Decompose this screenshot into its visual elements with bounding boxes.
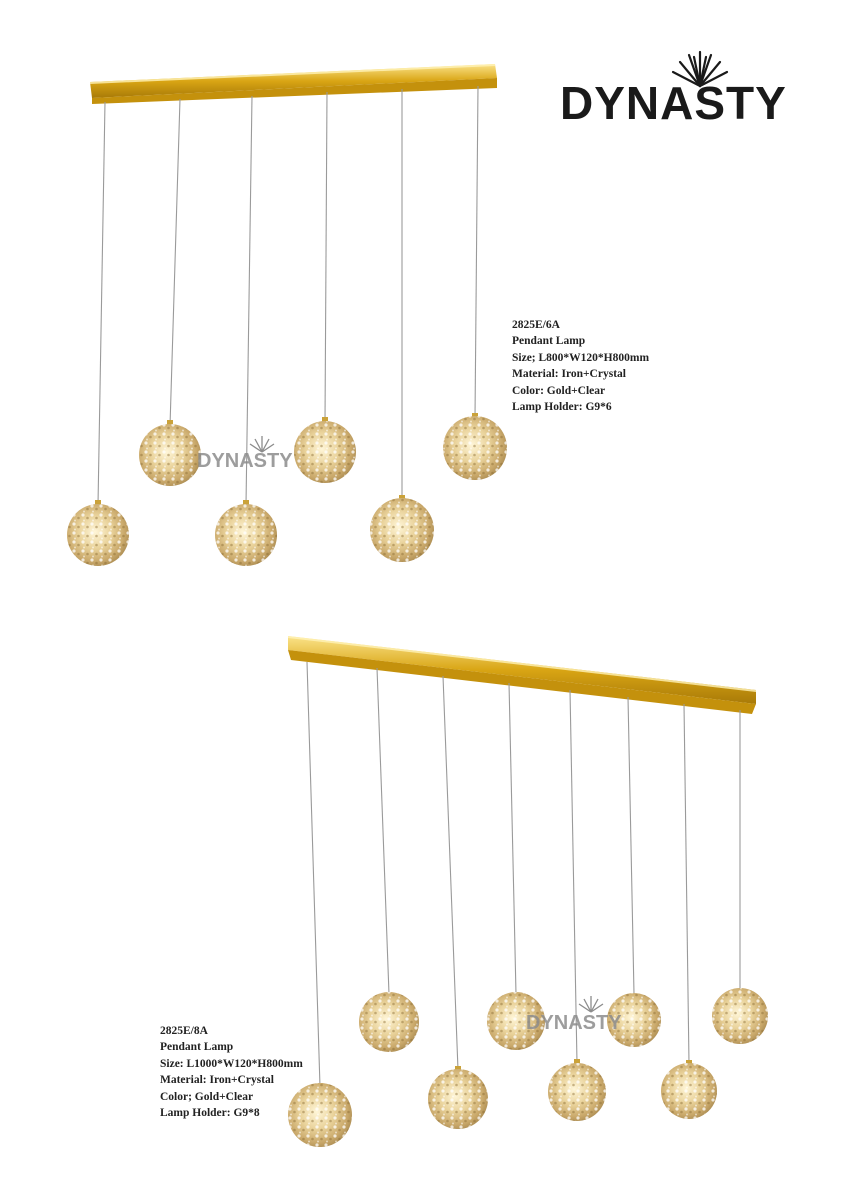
crystal-globe (359, 992, 419, 1052)
product-spec-6a (512, 317, 649, 415)
watermark (526, 996, 622, 1034)
product-type: Pendant Lamp (160, 1041, 234, 1054)
product-lamp-holder: Lamp Holder: G9*8 (160, 1107, 260, 1120)
watermark-text: DYNASTY (197, 450, 293, 472)
product-color: Color; Gold+Clear (160, 1090, 254, 1103)
product-lamp-holder: Lamp Holder: G9*6 (512, 401, 612, 414)
product-material: Material: Iron+Crystal (160, 1074, 274, 1087)
ceiling-canopy-bar (288, 636, 756, 714)
crystal-globe (548, 1059, 606, 1121)
model-number: 2825E/8A (160, 1025, 208, 1037)
product-color: Color: Gold+Clear (512, 384, 606, 397)
brand-logo-text: DYNASTY (560, 77, 787, 129)
crystal-globe (428, 1066, 488, 1129)
product-type: Pendant Lamp (512, 335, 586, 348)
crystal-globe (661, 1060, 717, 1119)
product-size: Size: L1000*W120*H800mm (160, 1057, 303, 1070)
crystal-globe (712, 988, 768, 1044)
product-spec-8a (160, 1023, 303, 1121)
product-size: Size; L800*W120*H800mm (512, 351, 650, 364)
model-number: 2825E/6A (512, 319, 560, 331)
watermark-text: DYNASTY (526, 1012, 622, 1034)
product-material: Material: Iron+Crystal (512, 368, 626, 381)
